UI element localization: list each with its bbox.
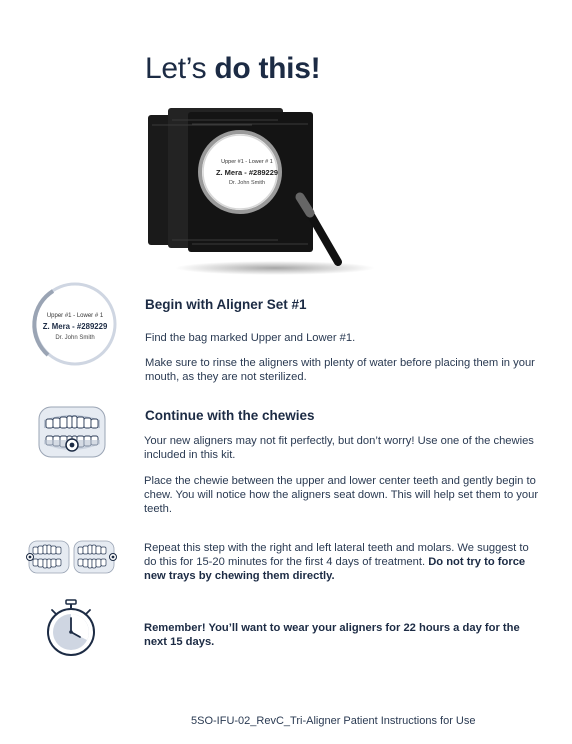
step1-heading: Begin with Aligner Set #1	[145, 297, 307, 312]
step2-paragraph-1: Your new aligners may not fit perfectly, but don’t worry! Use one of the chewies included in this kit.	[144, 435, 534, 461]
step3-paragraph-text: Repeat this step with the right and left lateral teeth and molars. We suggest to do this for 15-20 minutes for the first 4 days of treatment.	[144, 542, 529, 568]
hero-label-line1: Upper #1 - Lower # 1	[221, 159, 273, 165]
step2-heading: Continue with the chewies	[145, 408, 315, 423]
step2-paragraph-2: Place the chewie between the upper and lower center teeth and gently begin to chew. You will notice how the aligners seat down. This will help set them to your teeth.	[144, 475, 539, 515]
title-prefix: Let’s	[145, 52, 215, 85]
step3-paragraph-warning: Do not try to force new trays by chewing them directly.	[144, 556, 526, 582]
step3-paragraph	[144, 541, 544, 583]
step1-paragraph-1: Find the bag marked Upper and Lower #1.	[145, 332, 356, 344]
step1-icon-line3: Dr. John Smith	[55, 335, 95, 341]
document-footer: 5SO-IFU-02_RevC_Tri-Aligner Patient Instructions for Use	[191, 715, 476, 727]
step4-paragraph	[144, 621, 534, 649]
step1-icon-line1: Upper #1 - Lower # 1	[46, 313, 104, 319]
step4-reminder: Remember! You’ll want to wear your aligners for 22 hours a day for the next 15 days.	[144, 622, 520, 648]
step1-paragraph-2: Make sure to rinse the aligners with plenty of water before placing them in your mouth, as they are not sterilized.	[145, 357, 535, 383]
hero-label-line2: Z. Mera - #289229	[215, 168, 279, 177]
teeth-lateral-chewies-icon	[26, 538, 118, 576]
title-emphasis: do this!	[214, 52, 321, 85]
step1-icon-line2: Z. Mera - #289229	[42, 322, 108, 331]
page-title	[145, 52, 320, 86]
hero-bags-magnifier-illustration	[140, 100, 410, 280]
stopwatch-icon	[44, 598, 98, 658]
bags-magnifier-icon	[140, 100, 410, 280]
hero-label-line3: Dr. John Smith	[228, 180, 266, 186]
bag-label-circle-icon	[28, 282, 118, 368]
teeth-chewie-icon	[38, 406, 106, 458]
